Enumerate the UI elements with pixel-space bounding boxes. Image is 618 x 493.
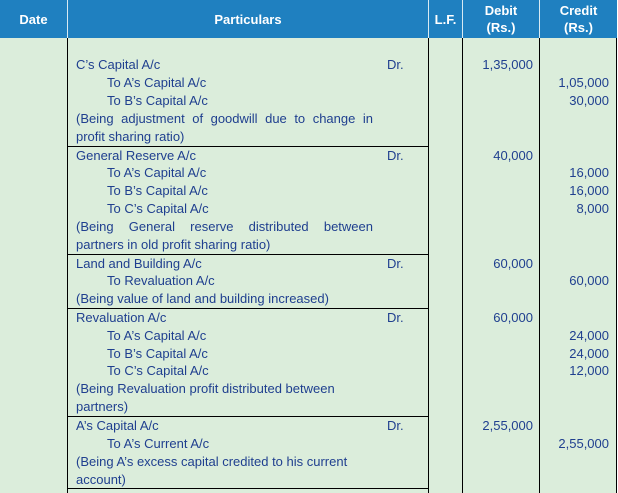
credit-account: To A’s Capital A/c — [107, 75, 207, 90]
column-divider — [428, 38, 429, 493]
dr-marker: Dr. — [387, 256, 404, 271]
header-debit-unit: (Rs.) — [486, 20, 516, 35]
column-divider — [67, 38, 68, 493]
credit-amount: 24,000 — [569, 346, 609, 361]
header-date: Date — [19, 11, 48, 27]
header-debit — [463, 0, 539, 38]
credit-account: To Revaluation A/c — [107, 273, 215, 288]
dr-marker: Dr. — [387, 310, 404, 325]
credit-account: To A’s Current A/c — [107, 436, 210, 451]
debit-amount: 1,35,000 — [482, 57, 533, 72]
credit-account: To C’s Capital A/c — [107, 201, 209, 216]
debit-account: Land and Building A/c — [76, 256, 202, 271]
credit-account: To C’s Capital A/c — [107, 363, 209, 378]
credit-amount: 16,000 — [569, 183, 609, 198]
credit-amount: 1,05,000 — [558, 75, 609, 90]
narration: (Being adjustment of goodwill due to change in — [76, 111, 373, 126]
credit-account: To A’s Capital A/c — [107, 328, 207, 343]
debit-amount: 40,000 — [493, 148, 533, 163]
debit-amount: 2,55,000 — [482, 418, 533, 433]
credit-amount: 8,000 — [576, 201, 609, 216]
credit-amount: 24,000 — [569, 328, 609, 343]
dr-marker: Dr. — [387, 57, 404, 72]
credit-amount: 16,000 — [569, 165, 609, 180]
debit-amount: 60,000 — [493, 256, 533, 271]
narration: partners) — [76, 399, 129, 414]
credit-amount: 60,000 — [569, 273, 609, 288]
narration: (Being A’s excess capital credited to his current — [76, 454, 348, 469]
header-debit-label: Debit — [484, 3, 518, 18]
credit-account: To B’s Capital A/c — [107, 93, 208, 108]
header-particulars: Particulars — [214, 11, 282, 27]
credit-account: To B’s Capital A/c — [107, 346, 208, 361]
debit-account: General Reserve A/c — [76, 148, 196, 163]
credit-amount: 12,000 — [569, 363, 609, 378]
debit-account: A’s Capital A/c — [76, 418, 159, 433]
dr-marker: Dr. — [387, 418, 404, 433]
narration: profit sharing ratio) — [76, 129, 185, 144]
debit-amount: 60,000 — [493, 310, 533, 325]
dr-marker: Dr. — [387, 148, 404, 163]
header-credit — [540, 0, 617, 38]
credit-account: To A’s Capital A/c — [107, 165, 207, 180]
credit-account: To B’s Capital A/c — [107, 183, 208, 198]
narration: (Being Revaluation profit distributed between — [76, 381, 335, 396]
debit-account: Revaluation A/c — [76, 310, 167, 325]
credit-amount: 2,55,000 — [558, 436, 609, 451]
header-lf: L.F. — [434, 11, 457, 27]
credit-amount: 30,000 — [569, 93, 609, 108]
table-header — [0, 0, 617, 38]
header-credit-unit: (Rs.) — [564, 20, 593, 35]
header-credit-label: Credit — [559, 3, 598, 18]
debit-account: C’s Capital A/c — [76, 57, 161, 72]
narration: account) — [76, 472, 126, 487]
narration: (Being value of land and building increased) — [76, 291, 329, 306]
narration: partners in old profit sharing ratio) — [76, 237, 271, 252]
column-divider — [616, 38, 617, 493]
narration: (Being General reserve distributed between — [76, 219, 373, 234]
